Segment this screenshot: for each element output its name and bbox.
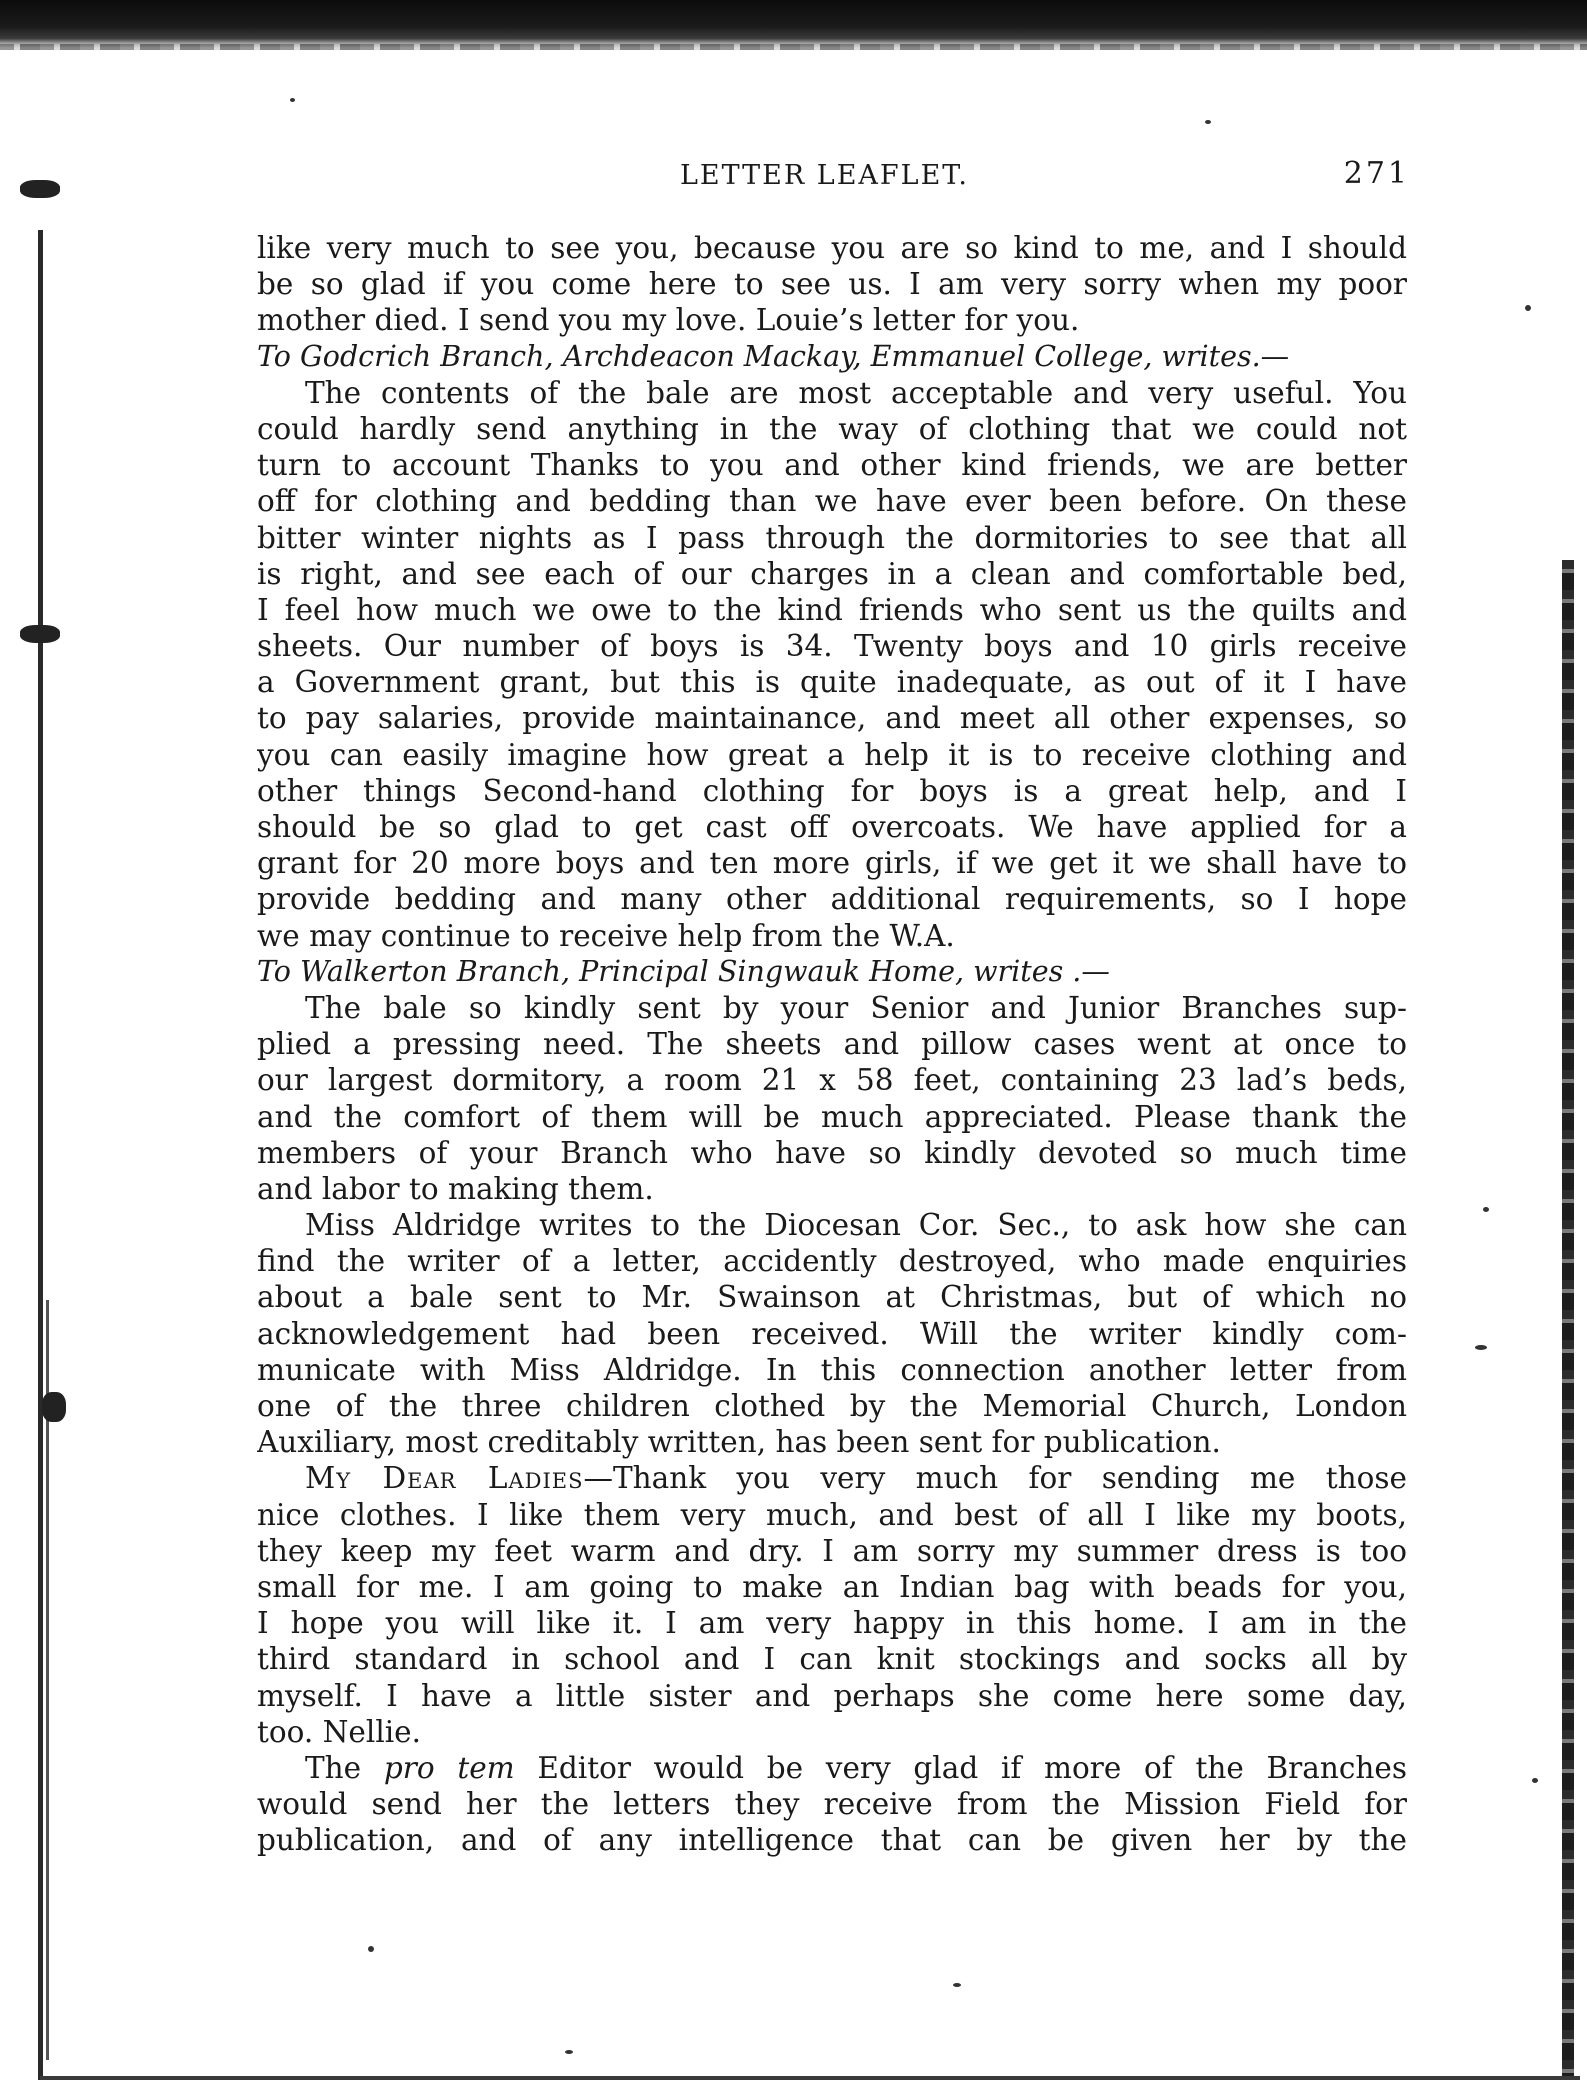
- scan-left-blot: [20, 180, 60, 198]
- text-line: could hardly send anything in the way of clothing that we could not: [257, 411, 1407, 446]
- text-line: nice clothes. I like them very much, and best of all I like my boots,: [257, 1497, 1407, 1532]
- text-line: is right, and see each of our charges in a clean and comfortable bed,: [257, 556, 1407, 591]
- scan-speck: [368, 1946, 374, 1952]
- text-line: would send her the letters they receive from the Mission Field for: [257, 1787, 1407, 1822]
- scan-speck: [1525, 305, 1531, 311]
- text-line: turn to account Thanks to you and other kind friends, we are better: [257, 448, 1407, 483]
- text-line: our largest dormitory, a room 21 x 58 feet, containing 23 lad’s beds,: [257, 1063, 1407, 1098]
- text-line: and labor to making them.: [257, 1171, 654, 1206]
- text-line: Miss Aldridge writes to the Diocesan Cor. Sec., to ask how she can: [305, 1208, 1407, 1243]
- text-line: we may continue to receive help from the W.A.: [257, 918, 955, 953]
- scan-speck: [1475, 1345, 1487, 1350]
- scan-speck: [1532, 1778, 1538, 1783]
- scan-speck: [953, 1983, 961, 1987]
- paragraph-continued-letter: [257, 230, 1407, 339]
- scan-left-blot: [42, 1392, 66, 1422]
- text-line: plied a pressing need. The sheets and pillow cases went at once to: [257, 1027, 1407, 1062]
- scan-top-border-edge: [0, 44, 1587, 50]
- text-line: acknowledgement had been received. Will the writer kindly com-: [257, 1316, 1407, 1351]
- text-line: municate with Miss Aldridge. In this connection another letter from: [257, 1352, 1407, 1387]
- text-line: myself. I have a little sister and perhaps she come here some day,: [257, 1678, 1407, 1713]
- text-line: too. Nellie.: [257, 1714, 422, 1749]
- section-heading-godcrich: To Godcrich Branch, Archdeacon Mackay, Emmanuel College, writes.—: [257, 339, 1290, 373]
- text-line: a Government grant, but this is quite inadequate, as out of it I have: [257, 665, 1407, 700]
- text-line: The contents of the bale are most acceptable and very useful. You: [305, 375, 1407, 410]
- section-heading-walkerton: To Walkerton Branch, Principal Singwauk Home, writes .—: [257, 954, 1110, 988]
- scan-speck: [1205, 120, 1211, 124]
- text-line: and the comfort of them will be much appreciated. Please thank the: [257, 1099, 1407, 1134]
- text-span: Editor would be very glad if more of the Branches: [514, 1750, 1407, 1785]
- text-line: to pay salaries, provide maintainance, and meet all other expenses, so: [257, 701, 1407, 736]
- text-line: small for me. I am going to make an Indian bag with beads for you,: [257, 1569, 1407, 1604]
- text-line: you can easily imagine how great a help it is to receive clothing and: [257, 737, 1407, 772]
- scan-speck: [565, 2050, 573, 2054]
- scan-speck: [1483, 1207, 1489, 1212]
- text-line: find the writer of a letter, accidently destroyed, who made enquiries: [257, 1244, 1407, 1279]
- paragraph-mackay-letter: [257, 375, 1407, 954]
- text-line: off for clothing and bedding than we have ever been before. On these: [257, 484, 1407, 519]
- text-line: [257, 1460, 1407, 1496]
- paragraph-editor-request: [257, 1750, 1407, 1859]
- text-span: The: [305, 1750, 384, 1785]
- text-line: Auxiliary, most creditably written, has been sent for publication.: [257, 1425, 1221, 1460]
- text-line: sheets. Our number of boys is 34. Twenty boys and 10 girls receive: [257, 629, 1407, 664]
- letter-salutation: My Dear Ladies: [305, 1461, 584, 1496]
- scan-top-border: [0, 0, 1587, 48]
- page-number: 271: [1343, 156, 1410, 191]
- text-line: mother died. I send you my love. Louie’s letter for you.: [257, 303, 1080, 338]
- text-line: bitter winter nights as I pass through the dormitories to see that all: [257, 520, 1407, 555]
- text-line: they keep my feet warm and dry. I am sorry my summer dress is too: [257, 1533, 1407, 1568]
- text-line: The bale so kindly sent by your Senior and Junior Branches sup-: [305, 990, 1407, 1025]
- paragraph-aldridge-notice: [257, 1207, 1407, 1460]
- scan-right-page-edge: [1562, 560, 1574, 2080]
- text-line: [257, 1750, 1407, 1786]
- scan-bottom-border: [40, 2076, 1580, 2080]
- text-line: grant for 20 more boys and ten more girls, if we get it we shall have to: [257, 846, 1407, 881]
- running-title: LETTER LEAFLET.: [680, 160, 969, 191]
- paragraph-nellie-letter: [257, 1460, 1407, 1750]
- text-line: members of your Branch who have so kindly devoted so much time: [257, 1135, 1407, 1170]
- text-line: about a bale sent to Mr. Swainson at Christmas, but of which no: [257, 1280, 1407, 1315]
- text-line: I feel how much we owe to the kind friends who sent us the quilts and: [257, 592, 1407, 627]
- text-line: I hope you will like it. I am very happy in this home. I am in the: [257, 1606, 1407, 1641]
- text-line: third standard in school and I can knit stockings and socks all by: [257, 1642, 1407, 1677]
- text-column: [257, 230, 1407, 1858]
- text-span: —Thank you very much for sending me those: [583, 1461, 1407, 1496]
- paragraph-singwauk-letter: [257, 990, 1407, 1207]
- scan-left-binding-edge: [38, 230, 43, 2080]
- text-line: publication, and of any intelligence that can be given her by the: [257, 1823, 1407, 1858]
- running-header: [250, 156, 1410, 200]
- text-line: one of the three children clothed by the Memorial Church, London: [257, 1389, 1407, 1423]
- text-line: should be so glad to get cast off overcoats. We have applied for a: [257, 810, 1407, 844]
- text-line: provide bedding and many other additional requirements, so I hope: [257, 882, 1407, 917]
- italic-text: pro tem: [383, 1750, 515, 1785]
- text-line: other things Second-hand clothing for boys is a great help, and I: [257, 773, 1407, 808]
- text-line: be so glad if you come here to see us. I am very sorry when my poor: [257, 267, 1407, 302]
- scan-speck: [290, 98, 295, 102]
- scan-left-blot: [20, 625, 60, 643]
- text-line: like very much to see you, because you are so kind to me, and I should: [257, 231, 1407, 265]
